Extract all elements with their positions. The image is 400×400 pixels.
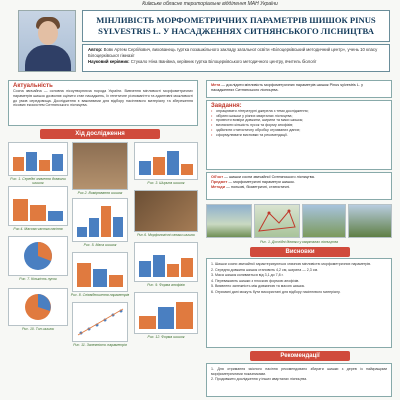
recommendations-banner: Рекомендації (250, 351, 350, 361)
tasks-title: Завдання: (211, 103, 242, 109)
figure-3-caption: Рис. 3. Ширина шишок (147, 181, 185, 185)
methods-label: Методи (211, 184, 226, 189)
tasks-list (211, 109, 387, 137)
object-box (206, 172, 392, 200)
figure-2-caption: Рис.2. Вимірювання шишок (77, 191, 123, 195)
supervisor-label: Науковий керівник: (88, 59, 130, 64)
object-text: — шишки сосни звичайної Ситнянського лісництва. (223, 175, 315, 179)
subject-text: — морфометричні параметри шишок. (227, 179, 295, 184)
figure-12-chart (134, 292, 198, 334)
relevance-title: Актуальність (13, 83, 53, 89)
map-icon (255, 205, 299, 237)
figure-1-caption: Рис. 1. Середні значення довжини шишок (10, 177, 66, 186)
figure-2-photo (72, 142, 128, 190)
forest-photo-1 (206, 204, 252, 238)
task-item: • визначити кількість лусок та форму апофізів; (211, 123, 387, 128)
tasks-box (206, 100, 392, 170)
organization-line: Київське обласне територіальне відділення МАН України (142, 1, 278, 7)
figure-8-caption: Рис. 8. Співвідношення параметрів (70, 293, 130, 297)
figure-9-chart (134, 242, 198, 282)
recommendation-item: 1. Для отримання якісного насіння рекомендовано збирати шишки з дерев із найкращими морфометричними показниками. (211, 367, 387, 376)
author-box (82, 44, 390, 72)
conclusion-item: 4. Переважають шишки з плоскою формою апофізів. (211, 278, 300, 283)
figure-10-chart (8, 288, 68, 326)
figure-4-chart (8, 186, 68, 226)
conclusion-item: 5. Виявлено залежність між довжиною та масою шишок. (211, 284, 306, 289)
figure-8-chart (72, 252, 128, 292)
figure-1-chart (8, 142, 68, 176)
figure-9-caption: Рис. 9. Форма апофізів (147, 283, 185, 287)
conclusions-box (206, 258, 392, 348)
relevance-box (8, 80, 198, 126)
forest-photo-2 (302, 204, 346, 238)
conclusions-banner: Висновки (250, 247, 350, 257)
forest-photo-3 (348, 204, 392, 238)
goal-text: — дослідити мінливість морфометричних параметрів шишок Pinus sylvestris L. у насадженнях Ситнянського лісництва. (211, 83, 363, 92)
figure-10-caption: Рис. 10. Тип шишок (21, 327, 55, 331)
methods-text: — польові, біометричні, статистичні. (225, 184, 291, 189)
figure-7-chart (8, 236, 68, 276)
figure-5-caption: Рис. 5. Маса шишок (83, 243, 117, 247)
figure-4-caption: Рис.4. Масова частка насіння (13, 227, 63, 231)
conclusion-item: 2. Середня довжина шишок становить 4,2 см, ширина — 2,3 см. (211, 267, 319, 272)
figure-6-caption: Рис.6. Морфологічні ознаки шишок (137, 233, 195, 237)
conclusion-item: 6. Отримані дані можуть бути використані для відбору насіннєвого матеріалу. (211, 289, 341, 294)
figure-5-chart (72, 198, 128, 242)
object-label: Об'єкт (211, 175, 224, 179)
title-box (82, 10, 390, 42)
task-item: • сформулювати висновки та рекомендації. (211, 133, 387, 138)
pie-chart-10 (9, 289, 67, 325)
figure-11-chart (72, 302, 128, 342)
author-photo (18, 10, 76, 72)
relevance-text: Сосна звичайна — основна лісоутворююча порода України. Вивчення мінливості морфометричних параметрів шишок дозволяє оцінити стан насаджень, їх генетичне різноманіття та адаптивні можливості до умов середовища. Дослідження є важливими для відбору насіннєвого матеріалу та збереження лісових екосистем Ситнянського лісництва. (13, 89, 193, 108)
figure-3-chart (134, 142, 198, 180)
task-item: • здійснити статистичну обробку отриманих даних; (211, 128, 387, 133)
supervisor-text: Стукало Ніна Іванівна, керівник гуртка Білоцерківського методичного центру, вчитель біології (130, 59, 317, 64)
goal-label: Мета (211, 83, 221, 87)
author-text: Вовк Артем Сергійович, вихованець гуртка позашкільного закладу загальної освіти «Білоцерківський методичний центр», учень 10 класу Білоцерківської гімназії (88, 47, 378, 58)
goal-box (206, 80, 392, 98)
scatter-chart-11 (73, 303, 127, 341)
progress-banner: Хід дослідження (40, 129, 160, 139)
subject-label: Предмет (211, 179, 228, 184)
recommendations-box (206, 363, 392, 397)
poster-title: МІНЛИВІСТЬ МОРФОМЕТРИЧНИХ ПАРАМЕТРІВ ШИШОК PINUS SYLVESTRIS L. У НАСАДЖЕННЯХ СИТНЯНСЬКОГО ЛІСНИЦТВА (96, 15, 376, 36)
task-item: • провести виміри довжини, ширини та маси шишок; (211, 118, 387, 123)
conclusion-item: 1. Шишки сосни звичайної характеризуються значною мінливістю морфометричних параметрів. (211, 262, 372, 266)
figure-7-caption: Рис. 7. Кількість лусок (19, 277, 57, 281)
map-photo (254, 204, 300, 238)
task-item: • зібрати шишки у різних кварталах лісництва; (211, 114, 387, 119)
figure-11-caption: Рис. 11. Залежність параметрів (73, 343, 127, 347)
pie-chart-7 (9, 237, 67, 275)
conclusion-item: 3. Маса шишок коливається від 3,1 до 7,8 г. (211, 273, 284, 278)
author-label: Автор: (88, 47, 103, 52)
task-item: • опрацювати літературні джерела з теми дослідження; (211, 109, 387, 114)
figure-6-photo (134, 190, 198, 232)
recommendation-item: 2. Продовжити дослідження у інших кварталах лісництва. (211, 377, 308, 382)
figure-12-caption: Рис. 12. Форма шишок (147, 335, 185, 339)
map-caption: Рис. 1. Дослідні ділянки у кварталах лісництва (260, 240, 338, 244)
